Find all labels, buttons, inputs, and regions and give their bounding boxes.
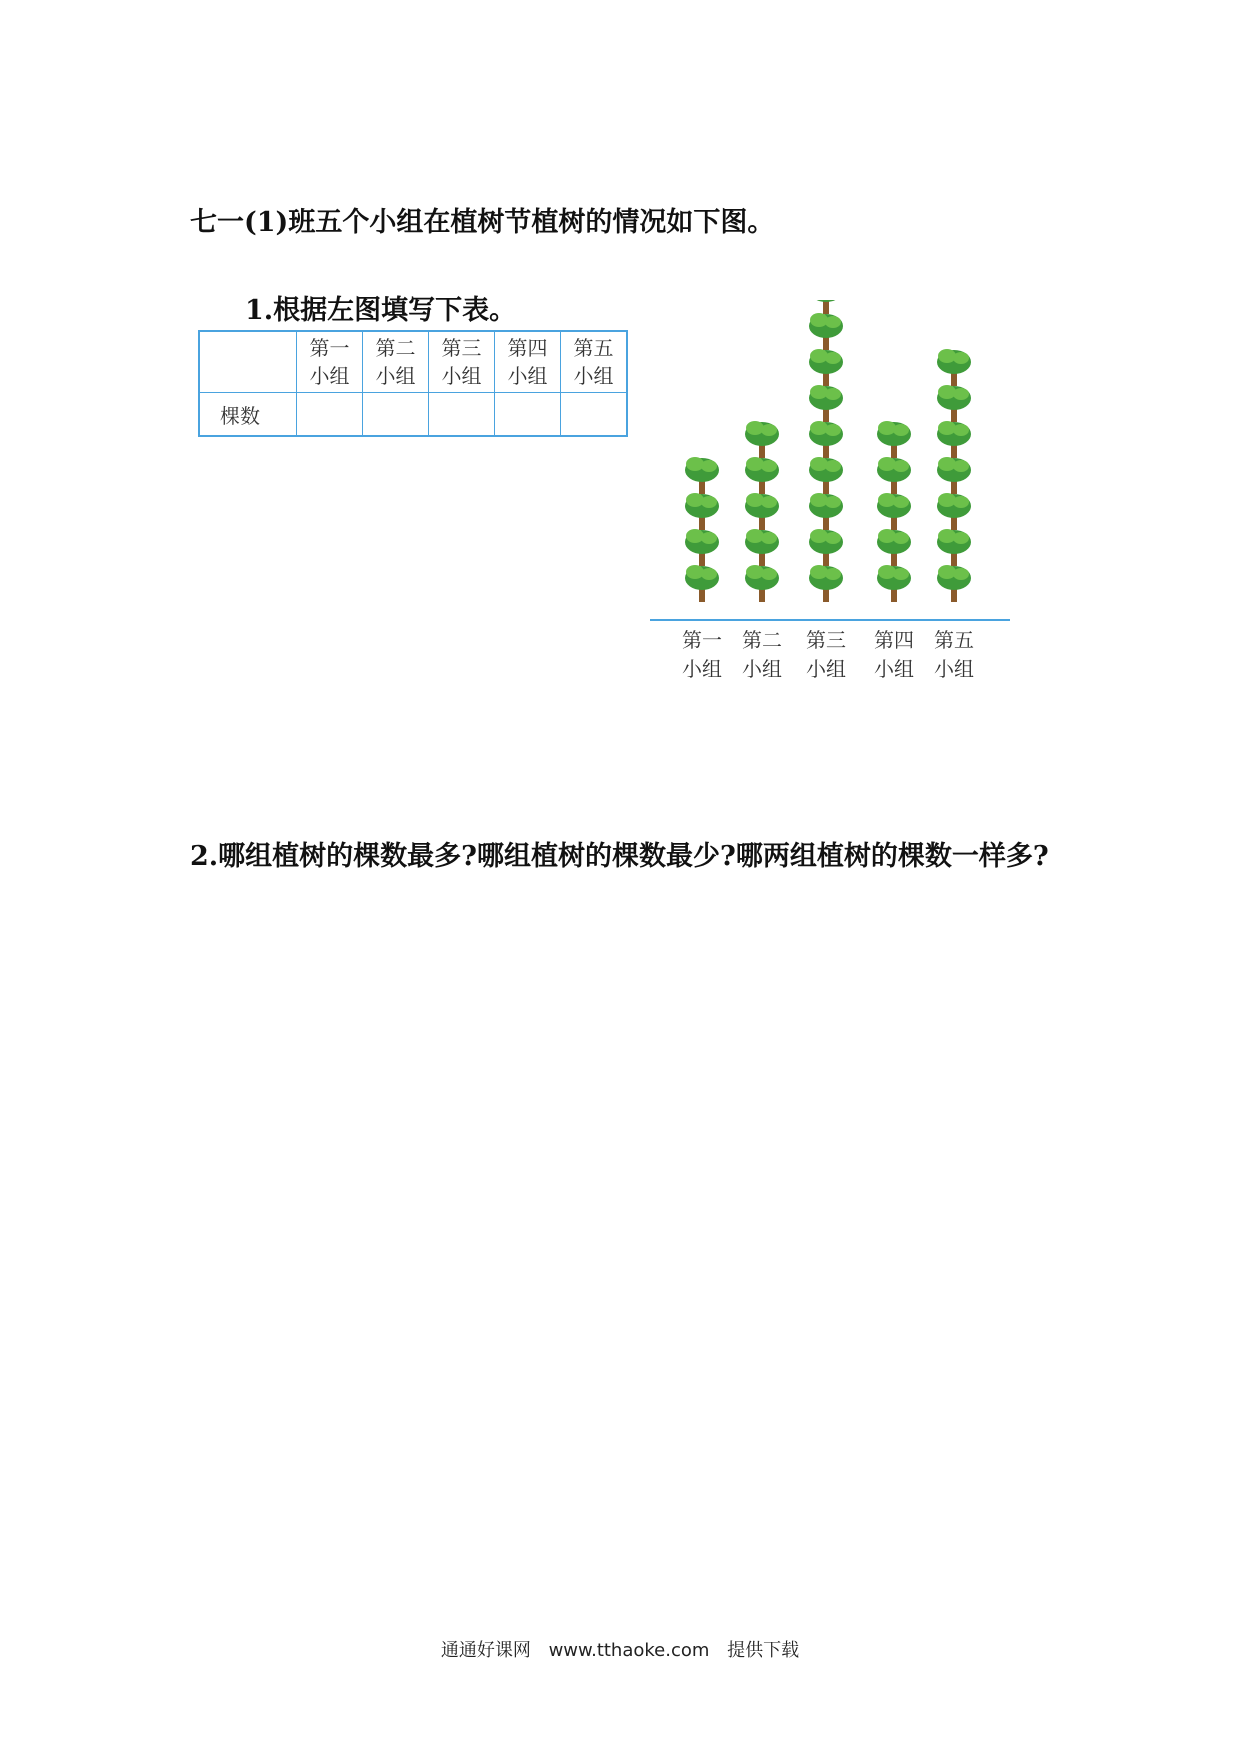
tree-icon [937, 349, 971, 386]
footer-url[interactable]: www.tthaoke.com [548, 1640, 710, 1661]
tree-icon [937, 493, 971, 530]
tree-icon [937, 457, 971, 494]
category-label-group-5-line2: 小组 [934, 657, 974, 681]
tree-icon [877, 529, 911, 566]
tree-icon [809, 565, 843, 602]
tree-icon [809, 313, 843, 350]
answer-cell-group-5[interactable] [561, 393, 628, 437]
table-header-group-5: 第五 小组 [561, 331, 628, 393]
answer-cell-group-1[interactable] [297, 393, 363, 437]
category-label-group-1-line2: 小组 [682, 657, 722, 681]
tree-icon [685, 565, 719, 602]
table-header-group-3: 第三 小组 [429, 331, 495, 393]
intro-text: 七一(1)班五个小组在植树节植树的情况如下图。 [190, 207, 775, 238]
table-header-group-2: 第二 小组 [363, 331, 429, 393]
table-header-group-1: 第一 小组 [297, 331, 363, 393]
tree-icon [937, 529, 971, 566]
tree-icon [809, 529, 843, 566]
tree-column-group-2 [745, 421, 779, 602]
question-1: 1.根据左图填写下表。 [245, 295, 517, 326]
tree-icon [809, 493, 843, 530]
footer-action: 提供下载 [727, 1640, 800, 1661]
tree-column-group-1 [685, 457, 719, 602]
footer [0, 1636, 1240, 1662]
category-label-group-4-line2: 小组 [874, 657, 914, 681]
footer-site-name: 通通好课网 [440, 1640, 531, 1661]
table-header-group-4: 第四 小组 [495, 331, 561, 393]
tree-icon [745, 529, 779, 566]
tree-icon [877, 421, 911, 458]
category-label-group-2-line1: 第二 [742, 628, 782, 652]
category-label-group-3-line1: 第三 [806, 628, 846, 652]
tree-icon [685, 493, 719, 530]
tree-icon [937, 421, 971, 458]
tree-icon [877, 493, 911, 530]
category-label-group-3-line2: 小组 [806, 657, 846, 681]
answer-cell-group-3[interactable] [429, 393, 495, 437]
table-corner-cell [199, 331, 297, 393]
tree-icon [877, 565, 911, 602]
fill-in-table [198, 330, 628, 437]
tree-icon [877, 457, 911, 494]
question-2: 2.哪组植树的棵数最多?哪组植树的棵数最少?哪两组植树的棵数一样多? [190, 841, 1049, 872]
category-label-group-4-line1: 第四 [874, 628, 914, 652]
tree-icon [809, 421, 843, 458]
tree-icon [745, 457, 779, 494]
tree-icon [745, 493, 779, 530]
category-label-group-1-line1: 第一 [682, 628, 722, 652]
tree-icon [685, 457, 719, 494]
tree-icon [809, 457, 843, 494]
tree-column-group-5 [937, 349, 971, 602]
tree-icon [809, 300, 843, 314]
tree-icon [745, 421, 779, 458]
tree-icon [745, 565, 779, 602]
tree-icon [809, 349, 843, 386]
tree-icon [809, 385, 843, 422]
tree-column-group-3 [809, 300, 843, 602]
category-label-group-5-line1: 第五 [934, 628, 974, 652]
answer-cell-group-2[interactable] [363, 393, 429, 437]
tree-pictograph [640, 300, 1020, 700]
tree-icon [685, 529, 719, 566]
category-label-group-2-line2: 小组 [742, 657, 782, 681]
tree-icon [937, 385, 971, 422]
answer-cell-group-4[interactable] [495, 393, 561, 437]
tree-column-group-4 [877, 421, 911, 602]
table-row-label: 棵数 [199, 393, 297, 437]
tree-icon [937, 565, 971, 602]
